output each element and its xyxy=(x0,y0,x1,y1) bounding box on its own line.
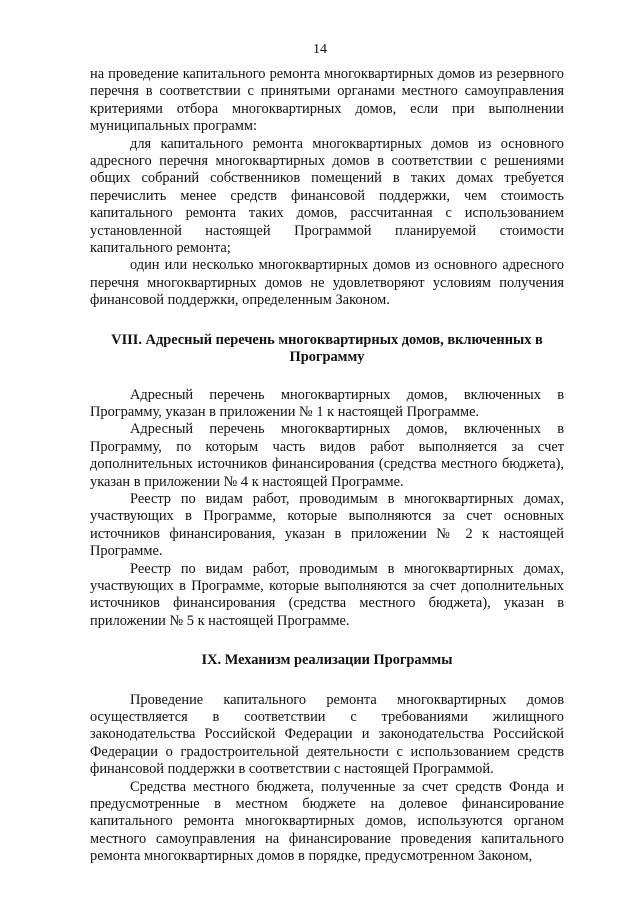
paragraph: Проведение капитального ремонта многоквартирных домов осуществляется в соответствии с требованиями жилищного законодательства Российской Федерации и законодательства Российской Федерации о градостроительной деятельности с использованием средств финансовой поддержки в соответствии с настоящей Программой. xyxy=(90,691,564,778)
paragraph: один или несколько многоквартирных домов из основного адресного перечня многоквартирных домов не удовлетворяют условиям получения финансовой поддержки, определенным Законом. xyxy=(90,257,564,309)
page-number: 14 xyxy=(313,42,327,57)
paragraph: для капитального ремонта многоквартирных домов из основного адресного перечня многоквартирных домов в соответствии с решениями общих собраний собственников помещений в таких домах требуется перечислить менее средств финансовой поддержки, чем стоимость капитального ремонта таких домов, рассчитанная с использованием установленной настоящей Программой планируемой стоимости капитального ремонта; xyxy=(90,135,564,257)
paragraph: Адресный перечень многоквартирных домов, включенных в Программу, указан в приложении № 1 к настоящей Программе. xyxy=(90,386,564,420)
paragraph: на проведение капитального ремонта многоквартирных домов из резервного перечня в соответствии с принятыми органами местного самоуправления критериями отбора многоквартирных домов, если при выполнении муниципальных программ: xyxy=(90,66,564,135)
paragraph: Средства местного бюджета, полученные за счет средств Фонда и предусмотренные в местном бюджете на долевое финансирование капитального ремонта многоквартирных домов, используются органом местного самоуправления на финансирование проведения капитального ремонта многоквартирных домов в порядке, предусмотренном Законом, xyxy=(90,778,564,865)
section-heading-viii: VIII. Адресный перечень многоквартирных домов, включенных в Программу xyxy=(111,331,543,366)
paragraph: Реестр по видам работ, проводимым в многоквартирных домах, участвующих в Программе, которые выполняются за счет дополнительных источников финансирования (средства местного бюджета), указан в приложении № 5 к настоящей Программе. xyxy=(90,560,564,629)
section-heading-ix: IX. Механизм реализации Программы xyxy=(201,652,453,669)
paragraph: Реестр по видам работ, проводимым в многоквартирных домах, участвующих в Программе, которые выполняются за счет основных источников финансирования, указан в приложении № 2 к настоящей Программе. xyxy=(90,490,564,560)
paragraph: Адресный перечень многоквартирных домов, включенных в Программу, по которым часть видов работ выполняется за счет дополнительных источников финансирования (средства местного бюджета), указан в приложении № 4 к настоящей Программе. xyxy=(90,421,564,490)
document-body xyxy=(90,66,564,866)
